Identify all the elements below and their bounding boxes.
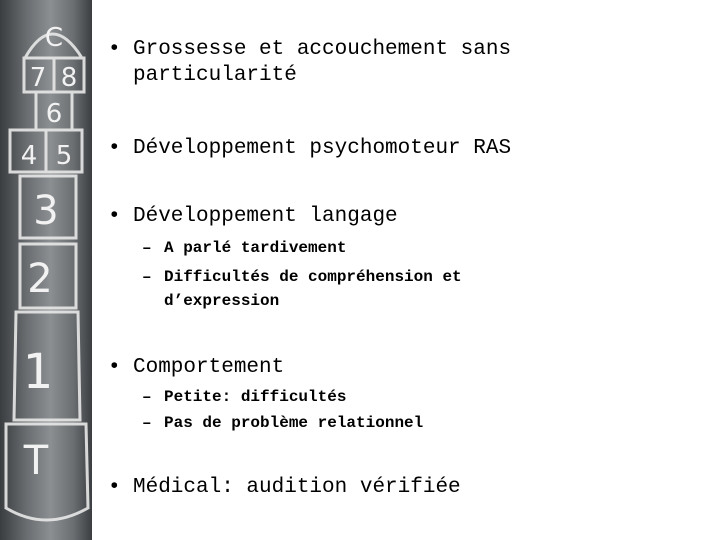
sub-bullet-text: Difficultés de compréhension et d’expression bbox=[164, 268, 462, 310]
sub-bullet-dash: – bbox=[142, 414, 152, 432]
bullet-dot: • bbox=[108, 38, 121, 61]
bullet-text: Comportement bbox=[133, 356, 285, 379]
bullet-dot: • bbox=[108, 137, 121, 160]
bullet-text: Grossesse et accouchement sans particularité bbox=[133, 38, 512, 87]
hopscotch-label-5: 5 bbox=[55, 141, 73, 171]
sub-bullet-text: Petite: difficultés bbox=[164, 388, 347, 406]
hopscotch-label-1: 1 bbox=[22, 344, 54, 400]
hopscotch-label-c: C bbox=[44, 23, 64, 53]
bullet-text: Développement psychomoteur RAS bbox=[133, 137, 512, 160]
hopscotch-label-8: 8 bbox=[60, 63, 78, 93]
bullet-text: Médical: audition vérifiée bbox=[133, 476, 461, 499]
hopscotch-label-4: 4 bbox=[20, 141, 38, 171]
sub-bullet-dash: – bbox=[142, 239, 152, 257]
bullet-dot: • bbox=[108, 205, 121, 228]
hopscotch-label-2: 2 bbox=[27, 256, 53, 302]
bullet-text: Développement langage bbox=[133, 205, 398, 228]
sub-bullet-dash: – bbox=[142, 268, 152, 286]
hopscotch-label-3: 3 bbox=[33, 188, 59, 234]
hopscotch-label-6: 6 bbox=[45, 99, 63, 129]
sub-bullet-dash: – bbox=[142, 388, 152, 406]
bullet-dot: • bbox=[108, 476, 121, 499]
bullet-dot: • bbox=[108, 356, 121, 379]
hopscotch-label-7: 7 bbox=[29, 63, 47, 93]
sub-bullet-text: Pas de problème relationnel bbox=[164, 414, 424, 432]
hopscotch-photo bbox=[0, 0, 92, 540]
hopscotch-label-t: T bbox=[23, 438, 49, 484]
hopscotch-drawing bbox=[0, 0, 92, 540]
sub-bullet-text: A parlé tardivement bbox=[164, 239, 347, 257]
slide-content bbox=[108, 0, 708, 540]
